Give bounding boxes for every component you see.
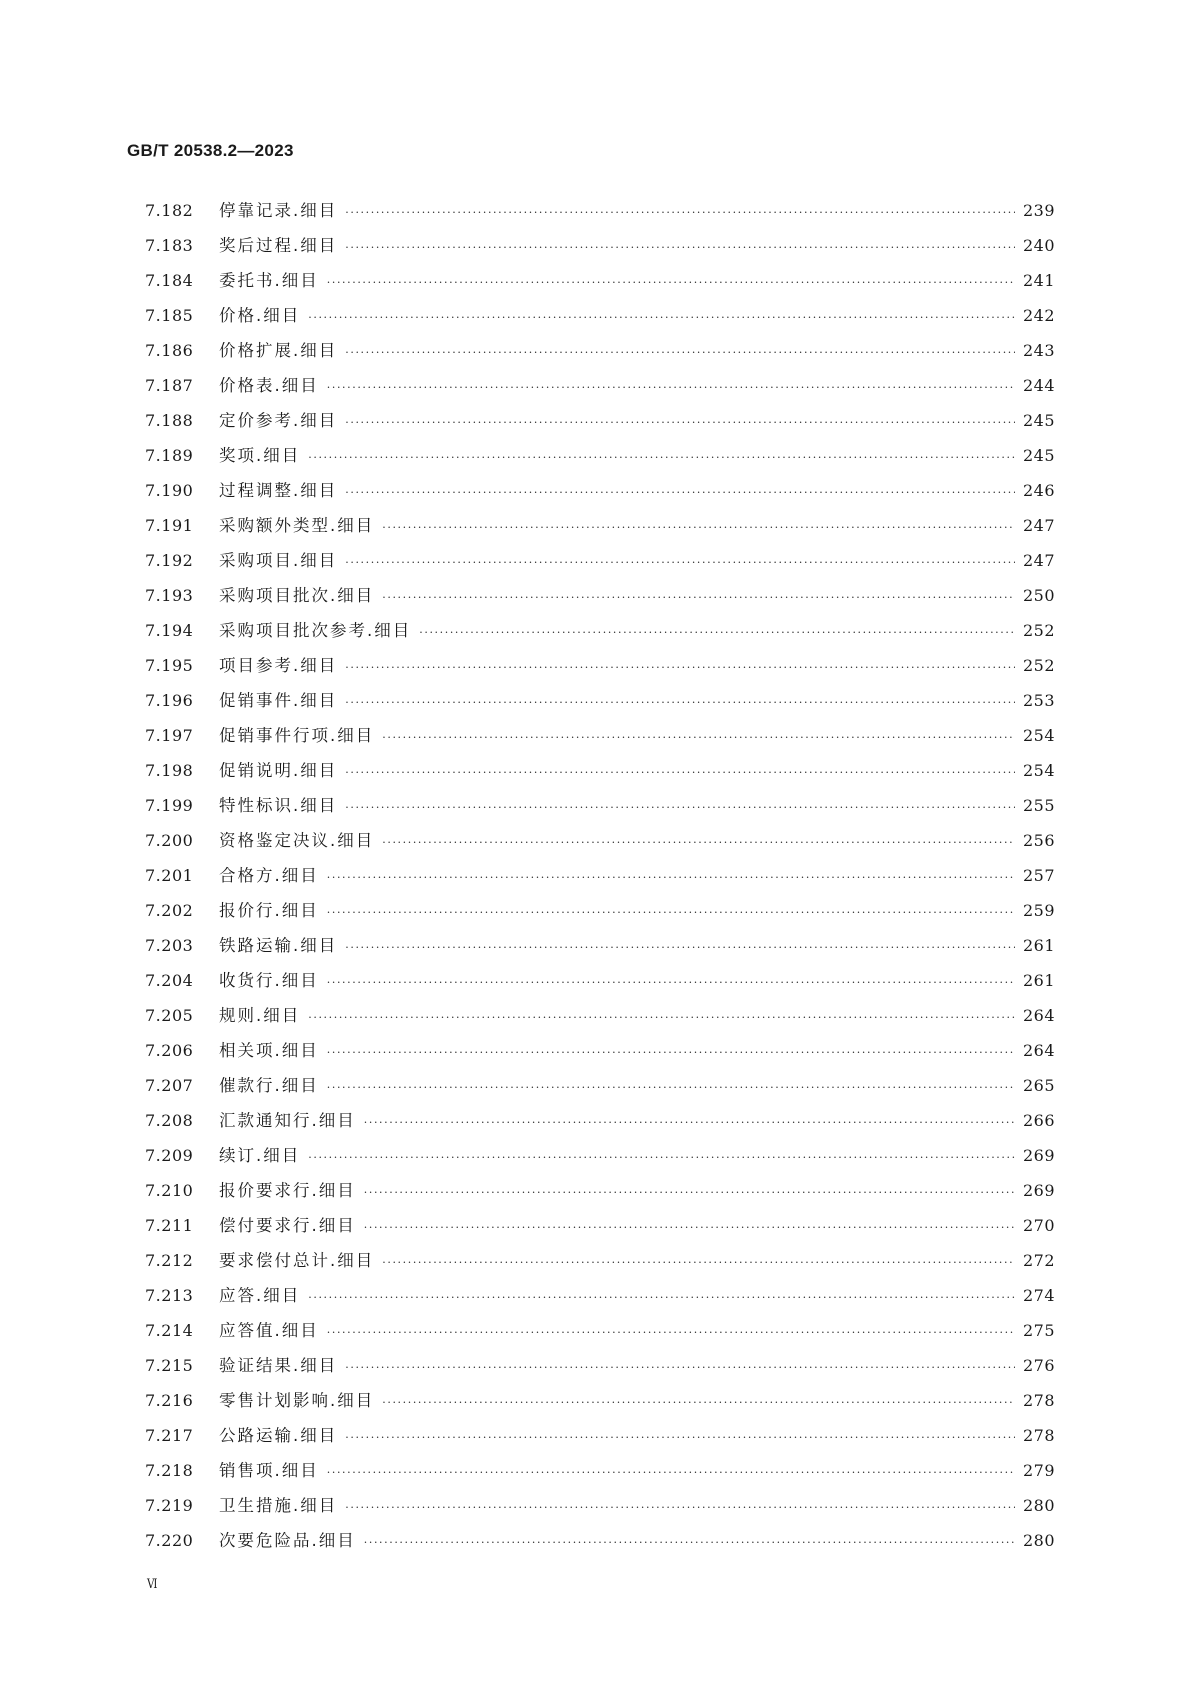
toc-entry[interactable] (145, 753, 1055, 788)
toc-entry-number: 7.184 (145, 271, 194, 290)
toc-entry[interactable] (145, 228, 1055, 263)
toc-entry[interactable] (145, 1033, 1055, 1068)
toc-entry-page: 264 (1022, 1006, 1055, 1025)
toc-dot-leader (327, 860, 1015, 895)
toc-entry-number: 7.220 (145, 1531, 194, 1550)
toc-dot-leader (345, 650, 1015, 685)
toc-dot-leader (345, 405, 1015, 440)
toc-entry-title: 卫生措施.细目 (219, 1496, 338, 1515)
toc-dot-leader (345, 230, 1015, 265)
table-of-contents (145, 193, 1055, 1558)
toc-entry[interactable] (145, 1383, 1055, 1418)
toc-entry[interactable] (145, 368, 1055, 403)
toc-entry-page: 280 (1022, 1496, 1055, 1515)
toc-entry-number: 7.182 (145, 201, 194, 220)
toc-entry-page: 252 (1022, 656, 1055, 675)
toc-entry-page: 269 (1022, 1181, 1055, 1200)
toc-entry-number: 7.187 (145, 376, 194, 395)
toc-dot-leader (382, 720, 1015, 755)
toc-entry[interactable] (145, 1173, 1055, 1208)
toc-entry[interactable] (145, 998, 1055, 1033)
toc-entry-page: 247 (1022, 551, 1055, 570)
toc-dot-leader (382, 825, 1015, 860)
toc-dot-leader (382, 1245, 1015, 1280)
toc-entry-title: 零售计划影响.细目 (219, 1391, 375, 1410)
toc-entry-title: 续订.细目 (219, 1146, 301, 1165)
toc-entry-page: 279 (1022, 1461, 1055, 1480)
toc-entry-page: 272 (1022, 1251, 1055, 1270)
toc-dot-leader (327, 265, 1015, 300)
toc-entry[interactable] (145, 858, 1055, 893)
toc-dot-leader (345, 1490, 1015, 1525)
toc-entry-title: 委托书.细目 (219, 271, 319, 290)
toc-entry-title: 促销事件.细目 (219, 691, 338, 710)
toc-entry-page: 266 (1022, 1111, 1055, 1130)
toc-entry-number: 7.195 (145, 656, 194, 675)
toc-dot-leader (382, 510, 1015, 545)
toc-entry-page: 252 (1022, 621, 1055, 640)
toc-entry-title: 定价参考.细目 (219, 411, 338, 430)
toc-entry-title: 采购项目.细目 (219, 551, 338, 570)
toc-entry[interactable] (145, 508, 1055, 543)
toc-entry[interactable] (145, 963, 1055, 998)
toc-entry-title: 奖项.细目 (219, 446, 301, 465)
toc-entry-title: 采购项目批次参考.细目 (219, 621, 412, 640)
toc-dot-leader (327, 1315, 1015, 1350)
toc-entry-title: 价格.细目 (219, 306, 301, 325)
toc-entry-number: 7.194 (145, 621, 194, 640)
toc-entry-number: 7.214 (145, 1321, 194, 1340)
toc-entry-title: 促销事件行项.细目 (219, 726, 375, 745)
toc-entry-title: 规则.细目 (219, 1006, 301, 1025)
toc-dot-leader (382, 1385, 1015, 1420)
toc-entry-number: 7.216 (145, 1391, 194, 1410)
toc-entry[interactable] (145, 543, 1055, 578)
toc-entry-title: 验证结果.细目 (219, 1356, 338, 1375)
toc-dot-leader (327, 1455, 1015, 1490)
toc-entry[interactable] (145, 1348, 1055, 1383)
toc-entry-number: 7.204 (145, 971, 194, 990)
toc-entry-title: 销售项.细目 (219, 1461, 319, 1480)
toc-entry-title: 收货行.细目 (219, 971, 319, 990)
toc-entry-title: 合格方.细目 (219, 866, 319, 885)
toc-entry-title: 过程调整.细目 (219, 481, 338, 500)
toc-dot-leader (364, 1175, 1015, 1210)
toc-entry-number: 7.218 (145, 1461, 194, 1480)
toc-entry[interactable] (145, 298, 1055, 333)
toc-dot-leader (345, 335, 1015, 370)
toc-dot-leader (364, 1105, 1015, 1140)
toc-dot-leader (419, 615, 1015, 650)
toc-entry[interactable] (145, 648, 1055, 683)
toc-dot-leader (327, 895, 1015, 930)
toc-entry-number: 7.203 (145, 936, 194, 955)
toc-entry-number: 7.192 (145, 551, 194, 570)
toc-entry-number: 7.206 (145, 1041, 194, 1060)
toc-dot-leader (308, 1000, 1015, 1035)
toc-entry-number: 7.219 (145, 1496, 194, 1515)
toc-entry-number: 7.205 (145, 1006, 194, 1025)
toc-entry-number: 7.197 (145, 726, 194, 745)
toc-entry-page: 250 (1022, 586, 1055, 605)
toc-dot-leader (345, 545, 1015, 580)
toc-entry[interactable] (145, 1488, 1055, 1523)
toc-entry-title: 促销说明.细目 (219, 761, 338, 780)
toc-dot-leader (382, 580, 1015, 615)
toc-entry-number: 7.188 (145, 411, 194, 430)
toc-dot-leader (345, 195, 1015, 230)
toc-entry[interactable] (145, 718, 1055, 753)
toc-entry-page: 261 (1022, 936, 1055, 955)
toc-dot-leader (345, 930, 1015, 965)
toc-entry-title: 采购项目批次.细目 (219, 586, 375, 605)
toc-entry[interactable] (145, 1523, 1055, 1558)
toc-entry[interactable] (145, 473, 1055, 508)
toc-dot-leader (308, 300, 1015, 335)
toc-entry-number: 7.209 (145, 1146, 194, 1165)
toc-entry-page: 264 (1022, 1041, 1055, 1060)
toc-dot-leader (327, 370, 1015, 405)
toc-entry-number: 7.208 (145, 1111, 194, 1130)
toc-dot-leader (308, 440, 1015, 475)
toc-entry[interactable] (145, 263, 1055, 298)
toc-entry[interactable] (145, 1278, 1055, 1313)
toc-entry-page: 242 (1022, 306, 1055, 325)
toc-entry-title: 要求偿付总计.细目 (219, 1251, 375, 1270)
toc-entry[interactable] (145, 823, 1055, 858)
toc-entry-number: 7.183 (145, 236, 194, 255)
toc-entry-title: 价格表.细目 (219, 376, 319, 395)
toc-entry[interactable] (145, 1453, 1055, 1488)
toc-entry-number: 7.189 (145, 446, 194, 465)
toc-entry[interactable] (145, 893, 1055, 928)
toc-entry[interactable] (145, 683, 1055, 718)
toc-entry[interactable] (145, 1313, 1055, 1348)
toc-dot-leader (327, 1070, 1015, 1105)
toc-entry[interactable] (145, 438, 1055, 473)
toc-entry-number: 7.215 (145, 1356, 194, 1375)
toc-entry[interactable] (145, 333, 1055, 368)
toc-entry-number: 7.193 (145, 586, 194, 605)
toc-entry-title: 停靠记录.细目 (219, 201, 338, 220)
toc-entry[interactable] (145, 403, 1055, 438)
toc-entry-title: 应答.细目 (219, 1286, 301, 1305)
toc-entry-title: 价格扩展.细目 (219, 341, 338, 360)
toc-entry-page: 261 (1022, 971, 1055, 990)
toc-entry-number: 7.212 (145, 1251, 194, 1270)
toc-entry-page: 243 (1022, 341, 1055, 360)
toc-entry[interactable] (145, 928, 1055, 963)
toc-entry-page: 275 (1022, 1321, 1055, 1340)
toc-entry-page: 265 (1022, 1076, 1055, 1095)
toc-entry-page: 259 (1022, 901, 1055, 920)
toc-dot-leader (327, 965, 1015, 1000)
toc-entry-number: 7.211 (145, 1216, 194, 1235)
toc-entry-title: 铁路运输.细目 (219, 936, 338, 955)
toc-dot-leader (308, 1280, 1015, 1315)
toc-entry[interactable] (145, 193, 1055, 228)
toc-dot-leader (345, 1350, 1015, 1385)
toc-entry-title: 次要危险品.细目 (219, 1531, 356, 1550)
toc-entry-page: 278 (1022, 1426, 1055, 1445)
toc-dot-leader (364, 1210, 1015, 1245)
toc-dot-leader (345, 685, 1015, 720)
toc-dot-leader (345, 475, 1015, 510)
toc-entry-page: 255 (1022, 796, 1055, 815)
toc-entry-title: 偿付要求行.细目 (219, 1216, 356, 1235)
toc-entry-number: 7.210 (145, 1181, 194, 1200)
toc-entry-title: 奖后过程.细目 (219, 236, 338, 255)
toc-entry-number: 7.201 (145, 866, 194, 885)
toc-dot-leader (345, 1420, 1015, 1455)
toc-entry-page: 247 (1022, 516, 1055, 535)
toc-entry-title: 报价要求行.细目 (219, 1181, 356, 1200)
toc-entry-page: 253 (1022, 691, 1055, 710)
page-number-footer: Ⅵ (147, 1577, 158, 1592)
toc-entry-title: 资格鉴定决议.细目 (219, 831, 375, 850)
toc-entry-page: 278 (1022, 1391, 1055, 1410)
toc-entry-title: 公路运输.细目 (219, 1426, 338, 1445)
toc-entry-number: 7.207 (145, 1076, 194, 1095)
toc-entry-page: 276 (1022, 1356, 1055, 1375)
toc-entry-title: 报价行.细目 (219, 901, 319, 920)
toc-dot-leader (327, 1035, 1015, 1070)
toc-dot-leader (345, 790, 1015, 825)
toc-entry-title: 采购额外类型.细目 (219, 516, 375, 535)
toc-entry-page: 245 (1022, 411, 1055, 430)
toc-entry-page: 246 (1022, 481, 1055, 500)
toc-entry-title: 项目参考.细目 (219, 656, 338, 675)
toc-entry-page: 241 (1022, 271, 1055, 290)
toc-dot-leader (345, 755, 1015, 790)
toc-entry[interactable] (145, 1068, 1055, 1103)
toc-entry-number: 7.196 (145, 691, 194, 710)
toc-entry[interactable] (145, 578, 1055, 613)
toc-entry[interactable] (145, 1418, 1055, 1453)
toc-entry-page: 269 (1022, 1146, 1055, 1165)
toc-entry-number: 7.191 (145, 516, 194, 535)
toc-entry[interactable] (145, 1208, 1055, 1243)
toc-entry-page: 240 (1022, 236, 1055, 255)
toc-entry-number: 7.185 (145, 306, 194, 325)
toc-entry[interactable] (145, 1138, 1055, 1173)
toc-entry-page: 257 (1022, 866, 1055, 885)
toc-entry-number: 7.200 (145, 831, 194, 850)
toc-dot-leader (308, 1140, 1015, 1175)
toc-entry[interactable] (145, 788, 1055, 823)
toc-dot-leader (364, 1525, 1015, 1560)
toc-entry-title: 应答值.细目 (219, 1321, 319, 1340)
toc-entry-title: 相关项.细目 (219, 1041, 319, 1060)
toc-entry-number: 7.198 (145, 761, 194, 780)
toc-entry[interactable] (145, 613, 1055, 648)
toc-entry-title: 汇款通知行.细目 (219, 1111, 356, 1130)
toc-entry[interactable] (145, 1243, 1055, 1278)
toc-entry[interactable] (145, 1103, 1055, 1138)
toc-entry-number: 7.186 (145, 341, 194, 360)
toc-entry-page: 254 (1022, 761, 1055, 780)
toc-entry-page: 256 (1022, 831, 1055, 850)
toc-entry-page: 245 (1022, 446, 1055, 465)
toc-entry-page: 239 (1022, 201, 1055, 220)
toc-entry-page: 254 (1022, 726, 1055, 745)
toc-entry-number: 7.213 (145, 1286, 194, 1305)
toc-entry-number: 7.202 (145, 901, 194, 920)
toc-entry-page: 280 (1022, 1531, 1055, 1550)
toc-entry-page: 274 (1022, 1286, 1055, 1305)
toc-entry-page: 270 (1022, 1216, 1055, 1235)
standard-code-header: GB/T 20538.2—2023 (127, 141, 294, 160)
toc-entry-title: 催款行.细目 (219, 1076, 319, 1095)
toc-entry-number: 7.217 (145, 1426, 194, 1445)
toc-entry-number: 7.199 (145, 796, 194, 815)
toc-entry-page: 244 (1022, 376, 1055, 395)
toc-entry-title: 特性标识.细目 (219, 796, 338, 815)
toc-entry-number: 7.190 (145, 481, 194, 500)
